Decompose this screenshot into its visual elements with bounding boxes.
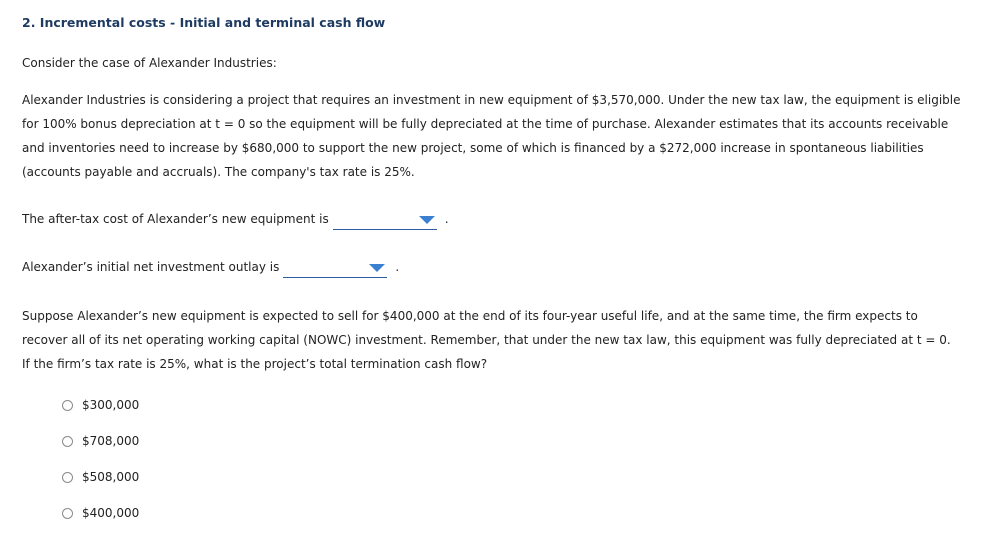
intro-text: Consider the case of Alexander Industries: (22, 56, 277, 70)
dropdown-arrow-icon (369, 264, 385, 272)
radio-button[interactable] (62, 436, 73, 447)
question-title: 2. Incremental costs - Initial and terminal cash flow (22, 15, 386, 30)
answer-option[interactable] (62, 459, 139, 495)
question-equipment-cost-period: . (444, 212, 449, 226)
answer-option-label: $708,000 (82, 434, 140, 448)
radio-button[interactable] (62, 400, 73, 411)
question-initial-outlay-period: . (395, 260, 400, 274)
initial-outlay-dropdown[interactable] (283, 260, 387, 278)
answer-options (62, 396, 139, 540)
answer-option-label: $508,000 (82, 470, 140, 484)
question-initial-outlay (22, 260, 399, 278)
answer-option[interactable] (62, 495, 139, 531)
equipment-cost-dropdown[interactable] (333, 212, 437, 230)
question-initial-outlay-label: Alexander’s initial net investment outlay is (22, 260, 280, 274)
answer-option-label: $300,000 (82, 398, 140, 412)
dropdown-arrow-icon (419, 216, 435, 224)
question-equipment-cost-label: The after-tax cost of Alexander’s new equipment is (22, 212, 329, 226)
answer-option[interactable] (62, 423, 139, 459)
termination-paragraph: Suppose Alexander’s new equipment is expected to sell for $400,000 at the end of its four-year useful life, and at the same time, the firm expects to recover all of its net operating working capital (NOWC) investment. Remember, that under the new tax law, this equipment was fully depreciated at t = 0. If the firm’s tax rate is 25%, what is the project’s total termination cash flow? (22, 309, 951, 371)
question-equipment-cost (22, 212, 449, 230)
radio-button[interactable] (62, 472, 73, 483)
radio-button[interactable] (62, 508, 73, 519)
problem-paragraph: Alexander Industries is considering a project that requires an investment in new equipment of $3,570,000. Under the new tax law, the equipment is eligible for 100% bonus depreciation at t = 0 so the equipment will be fully depreciated at the time of purchase. Alexander estimates that its accounts receivable and inventories need to increase by $680,000 to support the new project, some of which is financed by a $272,000 increase in spontaneous liabilities (accounts payable and accruals). The company's tax rate is 25%. (22, 93, 961, 179)
answer-option[interactable] (62, 387, 139, 423)
answer-option-label: $400,000 (82, 506, 140, 520)
